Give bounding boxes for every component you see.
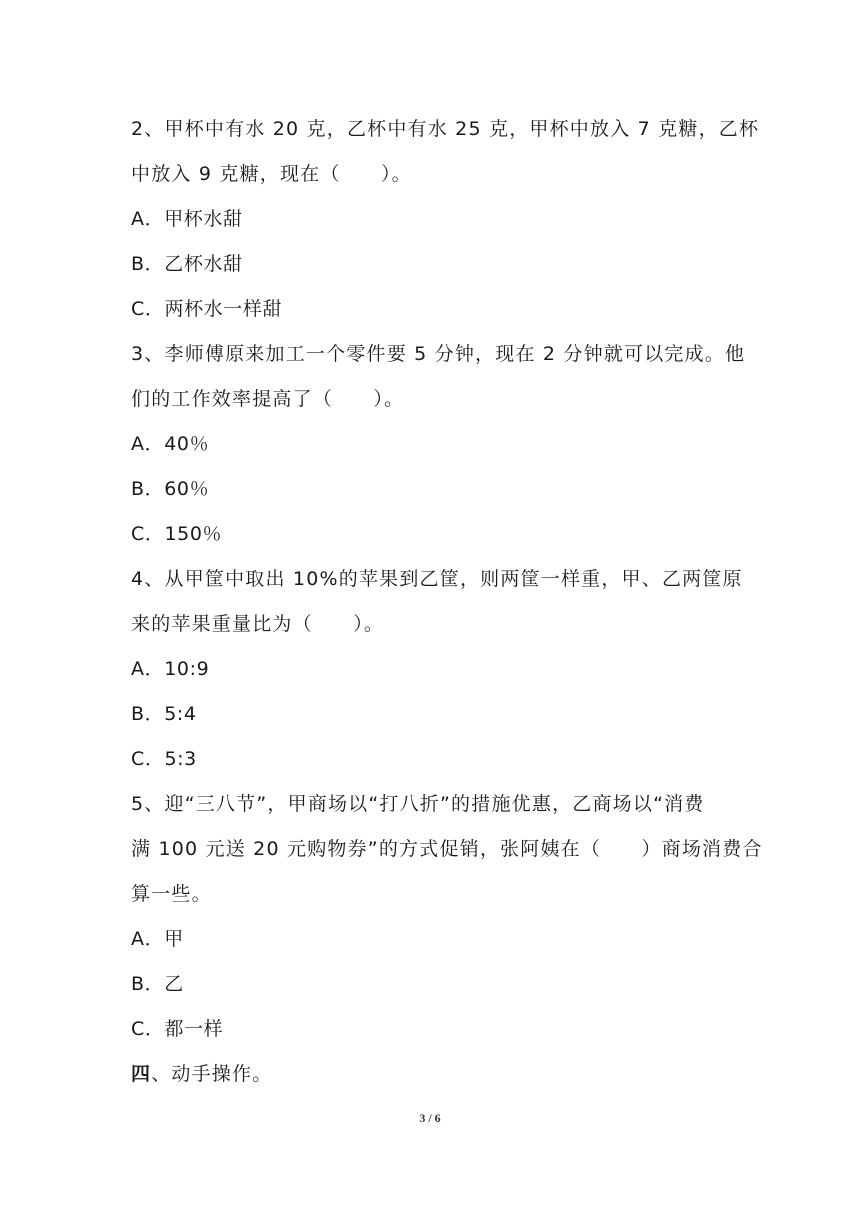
question-2-line-1: 2、甲杯中有水 20 克，乙杯中有水 25 克，甲杯中放入 7 克糖，乙杯 (131, 118, 760, 140)
question-3-option-c: C．150％ (131, 523, 223, 545)
question-3-option-b: B．60％ (131, 478, 210, 500)
question-2-option-b: B．乙杯水甜 (131, 253, 243, 275)
question-5-option-a: A．甲 (131, 928, 184, 950)
question-2-option-a: A．甲杯水甜 (131, 208, 243, 230)
page-number: 3 / 6 (419, 1111, 441, 1125)
question-3-option-a: A．40％ (131, 433, 210, 455)
section-title: 、动手操作。 (151, 1063, 273, 1085)
question-3-line-2: 们的工作效率提高了（ ）。 (131, 388, 405, 410)
question-2-line-2: 中放入 9 克糖，现在（ ）。 (131, 163, 412, 185)
question-4-option-c: C．5:3 (131, 748, 197, 770)
question-2-option-c: C．两杯水一样甜 (131, 298, 283, 320)
question-4-option-a: A．10:9 (131, 658, 210, 680)
question-5-line-2: 满 100 元送 20 元购物券”的方式促销，张阿姨在（ ）商场消费合 (131, 838, 763, 860)
question-4-option-b: B．5:4 (131, 703, 197, 725)
question-5-option-c: C．都一样 (131, 1018, 224, 1040)
question-4-line-2: 来的苹果重量比为（ ）。 (131, 613, 385, 635)
question-4-line-1: 4、从甲筐中取出 10%的苹果到乙筐，则两筐一样重，甲、乙两筐原 (131, 568, 743, 590)
section-heading (131, 1062, 731, 1086)
question-5-line-3: 算一些。 (131, 883, 212, 905)
question-3-line-1: 3、李师傅原来加工一个零件要 5 分钟，现在 2 分钟就可以完成。他 (131, 343, 746, 365)
question-5-line-1: 5、迎“三八节”，甲商场以“打八折”的措施优惠，乙商场以“消费 (131, 793, 705, 815)
section-number: 四 (131, 1063, 152, 1085)
question-5-option-b: B．乙 (131, 973, 184, 995)
